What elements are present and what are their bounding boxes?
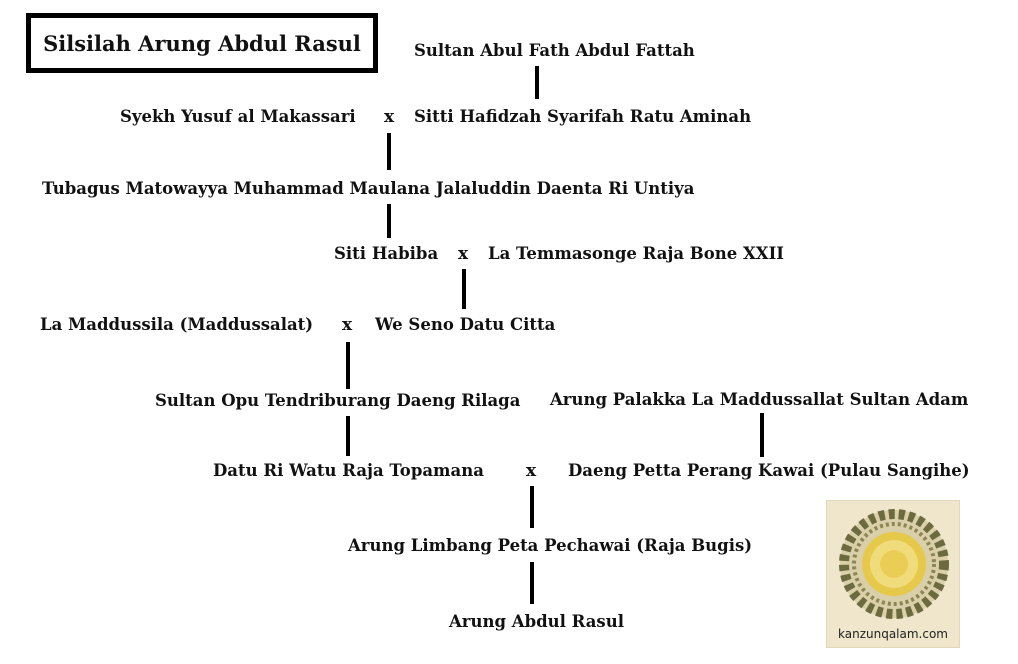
node-la-maddussila: La Maddussila (Maddussalat): [40, 315, 314, 334]
diagram-title: Silsilah Arung Abdul Rasul: [43, 30, 361, 56]
node-arung-palakka: Arung Palakka La Maddussallat Sultan Adam: [550, 390, 969, 409]
connector-line: [346, 416, 350, 456]
node-tubagus: Tubagus Matowayya Muhammad Maulana Jalaluddin Daenta Ri Untiya: [42, 179, 695, 198]
marriage-symbol: x: [342, 315, 353, 335]
node-we-seno: We Seno Datu Citta: [375, 315, 556, 334]
node-siti-habiba: Siti Habiba: [334, 244, 439, 263]
node-la-temmasonge: La Temmasonge Raja Bone XXII: [488, 244, 785, 263]
node-datu-ri-watu: Datu Ri Watu Raja Topamana: [213, 461, 484, 480]
node-sitti-hafidzah: Sitti Hafidzah Syarifah Ratu Aminah: [414, 107, 752, 126]
connector-line: [387, 204, 391, 238]
connector-line: [346, 342, 350, 389]
logo-text: kanzunqalam.com: [838, 627, 948, 641]
marriage-symbol: x: [458, 244, 469, 264]
connector-line: [462, 269, 466, 309]
connector-line: [387, 133, 391, 170]
connector-line: [760, 413, 764, 457]
node-sultan-opu: Sultan Opu Tendriburang Daeng Rilaga: [155, 391, 521, 410]
ornament-icon: [835, 505, 953, 623]
connector-line: [530, 486, 534, 528]
marriage-symbol: x: [526, 461, 537, 481]
node-arung-abdul-rasul: Arung Abdul Rasul: [449, 612, 624, 631]
node-arung-limbang: Arung Limbang Peta Pechawai (Raja Bugis): [348, 536, 753, 555]
node-daeng-petta: Daeng Petta Perang Kawai (Pulau Sangihe): [568, 461, 970, 480]
logo: [826, 500, 960, 648]
connector-line: [535, 66, 539, 99]
node-syekh-yusuf: Syekh Yusuf al Makassari: [120, 107, 356, 126]
connector-line: [530, 562, 534, 604]
node-sultan-abul-fath: Sultan Abul Fath Abdul Fattah: [414, 41, 695, 60]
marriage-symbol: x: [384, 107, 395, 127]
title-box: [26, 13, 378, 73]
